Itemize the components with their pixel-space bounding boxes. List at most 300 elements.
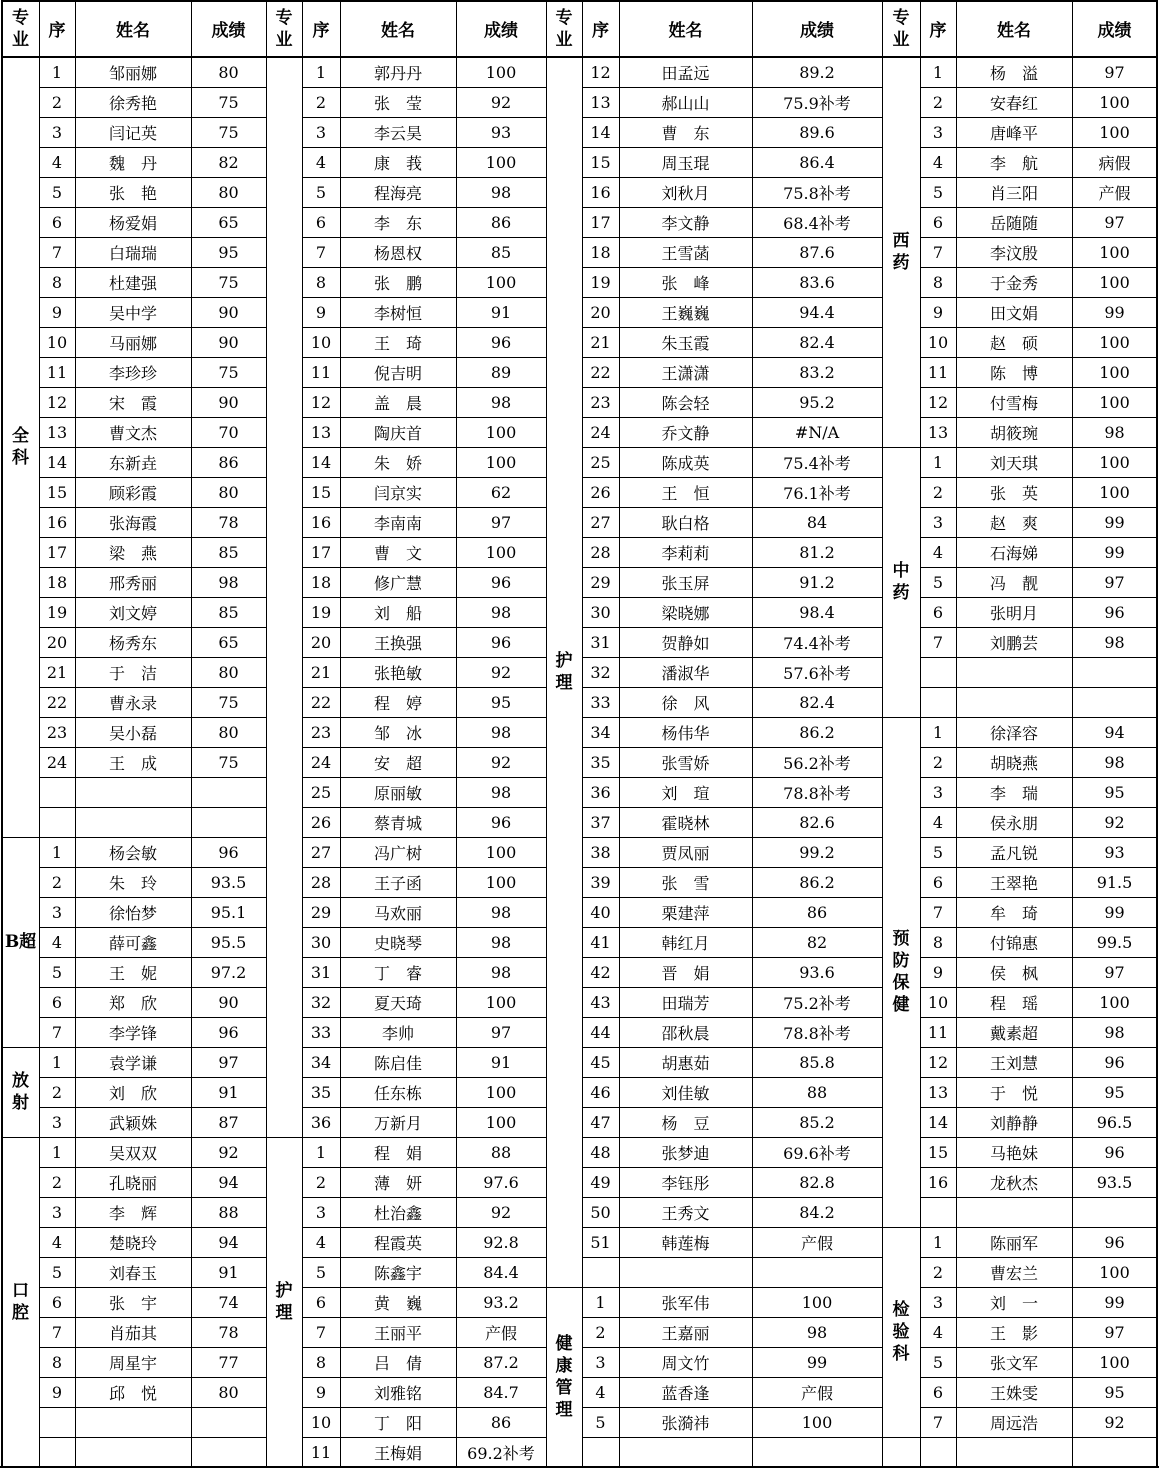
row-name: 闫记英	[108, 123, 157, 143]
row-seq: 37	[590, 812, 611, 832]
row-seq: 14	[590, 122, 611, 142]
row-name: 刘秋月	[661, 183, 710, 203]
row-score: 75	[218, 752, 239, 772]
row-name: 邹 冰	[373, 723, 422, 743]
row-name: 贾凤丽	[661, 843, 710, 863]
row-name: 梁晓娜	[661, 603, 710, 623]
row-name: 王翠艳	[989, 873, 1038, 893]
header-seq: 序	[312, 21, 330, 41]
row-score: 77	[218, 1352, 239, 1372]
row-seq	[920, 687, 956, 717]
row-score: 89	[490, 362, 512, 382]
row-score: 98	[490, 902, 512, 922]
row-score: 85.2	[799, 1112, 835, 1132]
row-score: 89.6	[799, 122, 835, 142]
major-label: 健 康 管 理	[555, 1334, 573, 1420]
row-score: 83.6	[799, 272, 835, 292]
row-score: 86	[806, 902, 828, 922]
row-name: 胡惠茹	[661, 1053, 710, 1073]
row-seq: 22	[46, 692, 68, 712]
row-name: 马艳妹	[989, 1143, 1038, 1163]
header-major: 专 业	[12, 7, 29, 50]
row-seq: 35	[590, 752, 611, 772]
row-seq: 33	[310, 1022, 332, 1042]
row-score: 84.7	[483, 1382, 519, 1402]
row-name: 杜治鑫	[373, 1203, 422, 1223]
row-name	[75, 807, 191, 837]
row-seq: 24	[590, 422, 611, 442]
row-seq: 16	[310, 512, 332, 532]
row-score: 80	[218, 182, 239, 202]
row-name: 原丽敏	[373, 783, 422, 803]
row-seq: 19	[310, 602, 332, 622]
row-seq	[39, 1437, 75, 1467]
row-seq: 11	[927, 362, 949, 382]
row-score: 90	[218, 302, 239, 322]
row-seq: 3	[51, 902, 63, 922]
row-score: 97	[1104, 1322, 1125, 1342]
row-score	[1072, 657, 1157, 687]
row-name: 张雪娇	[661, 753, 710, 773]
row-score: 100	[485, 452, 517, 472]
row-seq: 48	[590, 1142, 611, 1162]
row-seq: 21	[310, 662, 332, 682]
row-name: 梁 燕	[108, 543, 157, 563]
row-seq: 7	[932, 902, 944, 922]
row-seq: 1	[595, 1292, 606, 1312]
grid-line	[302, 0, 303, 1468]
grid-line	[1156, 0, 1158, 1468]
row-seq: 7	[315, 1322, 327, 1342]
row-name: 王梅娟	[373, 1443, 422, 1463]
row-seq: 31	[310, 962, 332, 982]
row-score: 93.6	[799, 962, 835, 982]
row-name: 肖茄其	[108, 1323, 157, 1343]
row-seq: 11	[927, 1022, 949, 1042]
row-seq: 2	[932, 482, 944, 502]
row-seq: 17	[590, 212, 611, 232]
row-name: 安春红	[989, 93, 1038, 113]
row-seq: 3	[315, 122, 327, 142]
row-name: 李 航	[989, 153, 1038, 173]
row-score: 75	[218, 362, 239, 382]
row-name: 康 莪	[373, 153, 422, 173]
row-score: 82.6	[799, 812, 835, 832]
row-score: 92	[490, 662, 512, 682]
row-score: 88	[490, 1142, 512, 1162]
row-name: 张 英	[989, 483, 1038, 503]
row-seq: 35	[310, 1082, 332, 1102]
row-name: 夏天琦	[373, 993, 422, 1013]
row-score: 91.2	[799, 572, 835, 592]
row-name: 刘 欣	[108, 1083, 157, 1103]
row-score: 100	[1099, 452, 1130, 472]
row-score: 62	[490, 482, 512, 502]
row-score: 96	[490, 572, 512, 592]
row-name: 牟 琦	[989, 903, 1038, 923]
row-seq: 5	[932, 572, 944, 592]
row-name: 程 娟	[373, 1143, 422, 1163]
row-seq: 16	[590, 182, 611, 202]
row-score: 93.5	[1096, 1172, 1133, 1192]
row-name: 徐秀艳	[108, 93, 157, 113]
header-score: 成绩	[484, 21, 518, 41]
row-seq: 4	[315, 1232, 327, 1252]
row-seq: 39	[590, 872, 611, 892]
row-seq: 8	[932, 272, 944, 292]
row-score: 86	[218, 452, 239, 472]
row-name: 吕 倩	[373, 1353, 422, 1373]
row-seq: 1	[932, 452, 944, 472]
row-name: 李珍珍	[108, 363, 157, 383]
row-score: 100	[1099, 242, 1130, 262]
major-label: 全 科	[12, 426, 29, 468]
row-seq: 7	[51, 242, 63, 262]
row-score: 产假	[800, 1383, 833, 1403]
row-score: 98	[490, 722, 512, 742]
row-seq	[920, 657, 956, 687]
row-score: 100	[1099, 482, 1130, 502]
row-name: 任东栋	[373, 1083, 422, 1103]
row-seq: 6	[932, 1382, 944, 1402]
row-score: 96	[218, 1022, 239, 1042]
row-score: 95	[218, 242, 239, 262]
row-score: 69.6补考	[783, 1143, 851, 1163]
row-score: 75.8补考	[783, 183, 851, 203]
row-score: 82.8	[799, 1172, 835, 1192]
row-name: 史晓琴	[373, 933, 422, 953]
row-name: 邹丽娜	[108, 63, 157, 83]
row-name: 张漪祎	[661, 1413, 710, 1433]
grid-line	[39, 0, 40, 1468]
row-seq: 34	[310, 1052, 332, 1072]
row-name: 宋 霞	[108, 393, 157, 413]
row-name: 侯 枫	[989, 963, 1038, 983]
row-seq: 21	[590, 332, 611, 352]
grid-line	[266, 0, 546, 2]
row-name: 刘 一	[989, 1293, 1038, 1313]
row-seq: 9	[315, 302, 327, 322]
row-score: 95	[1104, 1082, 1125, 1102]
row-score: 82	[806, 932, 828, 952]
row-name: 王 影	[989, 1323, 1038, 1343]
row-score: 96	[490, 632, 512, 652]
row-seq: 2	[595, 1322, 606, 1342]
row-name: 安 超	[373, 753, 422, 773]
row-score: 96	[490, 812, 512, 832]
row-seq: 14	[310, 452, 332, 472]
row-name: 李 辉	[108, 1203, 157, 1223]
row-score: 91	[490, 302, 512, 322]
row-name: 栗建萍	[661, 903, 710, 923]
row-name: 李 东	[373, 213, 422, 233]
row-seq: 12	[46, 392, 68, 412]
row-score: 80	[218, 1382, 239, 1402]
row-seq: 2	[932, 92, 944, 112]
row-seq: 4	[932, 812, 944, 832]
row-name: 薄 妍	[373, 1173, 422, 1193]
header-name: 姓名	[997, 21, 1031, 41]
row-name: 张 宇	[108, 1293, 157, 1313]
row-seq: 2	[315, 92, 327, 112]
row-seq: 1	[51, 62, 63, 82]
row-name: 王换强	[373, 633, 422, 653]
row-score: 87.2	[483, 1352, 519, 1372]
row-seq: 20	[46, 632, 68, 652]
row-name: 李帅	[381, 1023, 414, 1043]
row-name: 张梦迪	[661, 1143, 710, 1163]
row-score: 100	[485, 542, 517, 562]
row-name: 晋 娟	[661, 963, 710, 983]
row-name: 张 峰	[661, 273, 710, 293]
row-name: 程海亮	[373, 183, 422, 203]
grid-line	[956, 0, 957, 1468]
header-name: 姓名	[116, 21, 150, 41]
row-name: 冯广树	[373, 843, 422, 863]
row-seq: 7	[51, 1022, 63, 1042]
row-seq: 1	[932, 1232, 944, 1252]
row-score: #N/A	[794, 422, 840, 442]
row-name: 吴双双	[108, 1143, 157, 1163]
row-name: 张海霞	[108, 513, 157, 533]
row-seq: 4	[932, 1322, 944, 1342]
row-seq: 4	[51, 1232, 63, 1252]
row-seq: 20	[590, 302, 611, 322]
major-label: 检 验 科	[892, 1300, 910, 1364]
row-score: 74.4补考	[783, 633, 851, 653]
row-seq: 1	[51, 1142, 63, 1162]
row-score: 100	[801, 1292, 833, 1312]
row-score: 87.6	[799, 242, 835, 262]
row-seq: 16	[927, 1172, 949, 1192]
row-score: 93	[1104, 842, 1125, 862]
row-score: 97	[490, 512, 512, 532]
row-name: 王 恒	[661, 483, 710, 503]
row-seq: 10	[310, 1412, 332, 1432]
row-name: 张玉屏	[661, 573, 710, 593]
row-score: 95	[1104, 782, 1125, 802]
row-score: 98	[490, 392, 512, 412]
row-seq: 3	[51, 1202, 63, 1222]
row-seq: 7	[932, 242, 944, 262]
row-score: 100	[1099, 992, 1130, 1012]
row-seq: 1	[51, 1052, 63, 1072]
row-seq: 13	[927, 1082, 949, 1102]
row-seq: 9	[932, 962, 944, 982]
row-seq: 42	[590, 962, 611, 982]
row-name: 刘天琪	[989, 453, 1038, 473]
row-score: 100	[485, 1112, 517, 1132]
row-score: 95.2	[799, 392, 835, 412]
row-name: 曹永录	[108, 693, 157, 713]
grid-line	[75, 0, 76, 1468]
row-name: 袁学谦	[108, 1053, 157, 1073]
row-name: 修广慧	[373, 573, 422, 593]
row-name: 耿白格	[661, 513, 710, 533]
row-seq: 46	[590, 1082, 611, 1102]
row-seq: 16	[46, 512, 68, 532]
row-score: 98	[1104, 752, 1125, 772]
row-score: 100	[485, 62, 517, 82]
row-score: 75	[218, 692, 239, 712]
row-seq: 5	[51, 962, 63, 982]
grid-line	[546, 0, 547, 1468]
row-name: 马丽娜	[108, 333, 157, 353]
row-score: 92	[1104, 812, 1125, 832]
row-score: 99	[806, 1352, 828, 1372]
row-score: 98	[490, 782, 512, 802]
row-name	[956, 1197, 1072, 1227]
row-name: 顾彩霞	[108, 483, 157, 503]
row-seq: 10	[927, 992, 949, 1012]
row-seq: 9	[51, 1382, 63, 1402]
row-name: 田瑞芳	[661, 993, 710, 1013]
header-seq: 序	[48, 21, 66, 41]
row-score: 95	[490, 692, 512, 712]
row-seq: 27	[590, 512, 611, 532]
row-name: 王姝雯	[989, 1383, 1038, 1403]
row-score: 100	[1099, 92, 1130, 112]
row-score: 98	[1104, 422, 1125, 442]
row-score: 80	[218, 482, 239, 502]
row-name: 曹 东	[661, 123, 710, 143]
major-label: 护 理	[275, 1281, 293, 1323]
row-name: 朱玉霞	[661, 333, 710, 353]
row-score: 69.2补考	[467, 1443, 535, 1463]
row-name: 陈启佳	[373, 1053, 422, 1073]
row-score: 100	[1099, 1262, 1130, 1282]
row-name: 程 瑶	[989, 993, 1038, 1013]
row-score: 75	[218, 92, 239, 112]
row-score: 94	[218, 1172, 239, 1192]
row-score: 90	[218, 392, 239, 412]
row-name: 田孟远	[661, 63, 710, 83]
row-score: 93.5	[210, 872, 247, 892]
row-score: 产假	[1098, 183, 1131, 203]
row-score: 90	[218, 992, 239, 1012]
row-name: 张文军	[989, 1353, 1038, 1373]
major-label: 放 射	[12, 1071, 29, 1113]
row-name: 赵 爽	[989, 513, 1038, 533]
header-major: 专 业	[275, 7, 293, 50]
row-seq: 3	[932, 512, 944, 532]
row-name: 石海娣	[989, 543, 1038, 563]
row-seq: 23	[590, 392, 611, 412]
row-seq: 2	[51, 872, 63, 892]
row-name: 王子函	[373, 873, 422, 893]
row-name: 倪吉明	[373, 363, 422, 383]
row-name: 韩莲梅	[661, 1233, 710, 1253]
row-name: 胡晓燕	[989, 753, 1038, 773]
row-name: 吴小磊	[108, 723, 157, 743]
row-name: 周文竹	[661, 1353, 710, 1373]
row-score: 75.4补考	[783, 453, 851, 473]
row-score: 97.6	[483, 1172, 519, 1192]
row-score	[191, 1407, 266, 1437]
row-score: 99.5	[1096, 932, 1133, 952]
row-name: 王 琦	[373, 333, 422, 353]
row-score: 87	[218, 1112, 239, 1132]
row-score: 96.5	[1096, 1112, 1133, 1132]
row-score: 86.2	[799, 872, 835, 892]
row-name: 杨爱娟	[108, 213, 157, 233]
row-score: 86.2	[799, 722, 835, 742]
row-seq: 4	[932, 152, 944, 172]
row-seq: 23	[310, 722, 332, 742]
row-score: 98	[806, 1322, 828, 1342]
row-seq: 3	[51, 122, 63, 142]
row-name: 曹 文	[373, 543, 422, 563]
row-seq: 45	[590, 1052, 611, 1072]
row-score: 95	[1104, 1382, 1125, 1402]
row-name: 周远浩	[989, 1413, 1038, 1433]
row-seq: 3	[595, 1352, 606, 1372]
row-seq: 25	[310, 782, 332, 802]
row-seq: 15	[590, 152, 611, 172]
row-seq: 43	[590, 992, 611, 1012]
grid-line	[1072, 0, 1073, 1468]
row-name: 贺静如	[661, 633, 710, 653]
grid-line	[2, 0, 266, 2]
row-score	[191, 807, 266, 837]
row-seq: 5	[315, 1262, 327, 1282]
row-name: 李云昊	[373, 123, 422, 143]
row-score: 56.2补考	[783, 753, 851, 773]
row-seq: 6	[51, 212, 63, 232]
major-label: 口 腔	[12, 1281, 29, 1323]
row-name: 张 艳	[108, 183, 157, 203]
row-name: 刘文婷	[108, 603, 157, 623]
row-score: 96	[1104, 1142, 1125, 1162]
row-score: 78	[218, 1322, 239, 1342]
row-seq: 1	[932, 62, 944, 82]
row-score: 99	[1104, 1292, 1125, 1312]
row-score: 81.2	[799, 542, 835, 562]
row-name: 郝山山	[661, 93, 710, 113]
row-seq: 41	[590, 932, 611, 952]
grid-line	[1, 0, 3, 1468]
row-score: 100	[1099, 392, 1130, 412]
row-score: 98	[490, 602, 512, 622]
row-seq: 7	[932, 632, 944, 652]
row-seq: 5	[315, 182, 327, 202]
row-name: 陈鑫宇	[373, 1263, 422, 1283]
row-seq: 10	[46, 332, 68, 352]
row-seq: 25	[590, 452, 611, 472]
row-score: 96	[1104, 1052, 1125, 1072]
row-seq: 14	[46, 452, 68, 472]
row-name: 刘 瑄	[661, 783, 710, 803]
row-name: 丁 阳	[373, 1413, 422, 1433]
header-seq: 序	[592, 21, 609, 41]
row-name: 肖三阳	[989, 183, 1038, 203]
row-score: 100	[485, 152, 517, 172]
row-name: 陈成英	[661, 453, 710, 473]
row-seq: 36	[590, 782, 611, 802]
row-score: 76.1补考	[783, 483, 851, 503]
row-name: 刘雅铭	[373, 1383, 422, 1403]
row-name: 潘淑华	[661, 663, 710, 683]
row-score: 99	[1104, 542, 1125, 562]
row-name: 于金秀	[989, 273, 1038, 293]
row-seq: 4	[51, 932, 63, 952]
row-name: 李莉莉	[661, 543, 710, 563]
row-seq	[582, 1257, 619, 1287]
row-name: 李钰彤	[661, 1173, 710, 1193]
row-score: 80	[218, 62, 239, 82]
row-seq: 5	[51, 182, 63, 202]
row-score: 96	[218, 842, 239, 862]
